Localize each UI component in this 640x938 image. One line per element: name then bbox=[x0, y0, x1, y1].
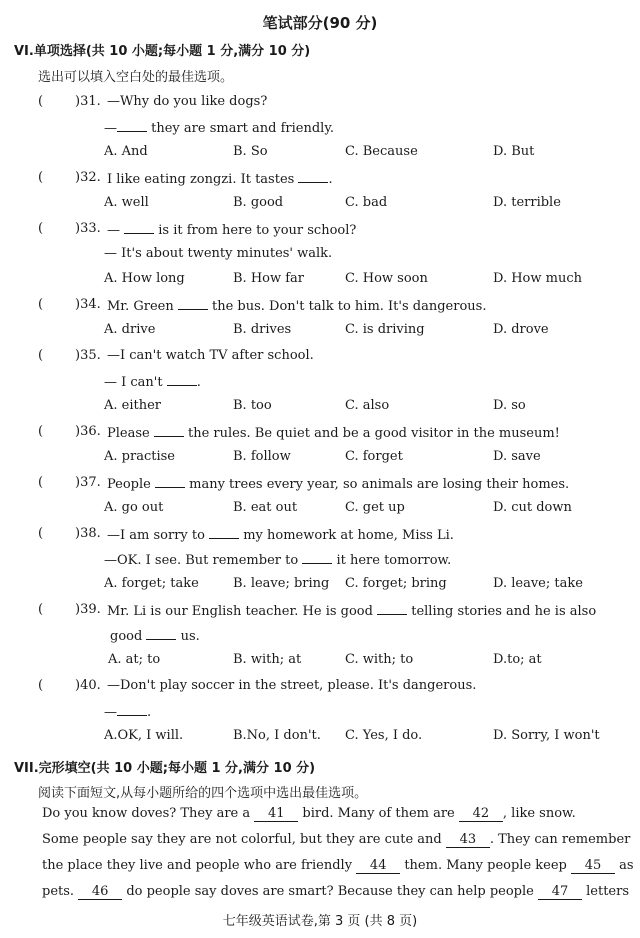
option-b[interactable]: B. How far bbox=[233, 271, 305, 286]
question-number: )34. bbox=[75, 297, 101, 312]
option-a[interactable]: A. either bbox=[104, 398, 162, 413]
option-a[interactable]: A. How long bbox=[104, 271, 185, 286]
page-title: 笔试部分(90 分) bbox=[262, 14, 378, 32]
section7-heading: VII.完形填空(共 10 小题;每小题 1 分,满分 10 分) bbox=[14, 761, 316, 776]
question-number: )36. bbox=[75, 424, 101, 439]
question-text: — . bbox=[104, 705, 152, 720]
question-text: —I am sorry to my homework at home, Miss Li. bbox=[107, 528, 454, 543]
question-number: )33. bbox=[75, 221, 101, 236]
question-text: — is it from here to your school? bbox=[107, 223, 357, 238]
option-a[interactable]: A. And bbox=[104, 144, 148, 159]
answer-blank bbox=[178, 297, 208, 310]
option-a[interactable]: A.OK, I will. bbox=[104, 728, 184, 743]
option-d[interactable]: D. Sorry, I won't bbox=[493, 728, 600, 743]
question-text: Mr. Li is our English teacher. He is good telling stories and he is also bbox=[107, 604, 597, 619]
section7-instruction: 阅读下面短文,从每小题所给的四个选项中选出最佳选项。 bbox=[38, 786, 368, 801]
answer-paren: ( bbox=[38, 94, 44, 109]
cloze-line: pets. 46 do people say doves are smart? Because they can help people 47 letters bbox=[42, 884, 630, 899]
cloze-blank-47: 47 bbox=[538, 884, 582, 900]
option-d[interactable]: D. terrible bbox=[493, 195, 561, 210]
option-d[interactable]: D.to; at bbox=[493, 652, 542, 667]
question-text: —OK. I see. But remember to it here tomorrow. bbox=[104, 553, 452, 568]
option-c[interactable]: C. How soon bbox=[345, 271, 428, 286]
option-b[interactable]: B. too bbox=[233, 398, 272, 413]
option-c[interactable]: C. Yes, I do. bbox=[345, 728, 423, 743]
option-a[interactable]: A. go out bbox=[104, 500, 164, 515]
option-c[interactable]: C. is driving bbox=[345, 322, 425, 337]
answer-blank bbox=[146, 627, 176, 640]
question-text: Mr. Green the bus. Don't talk to him. It's dangerous. bbox=[107, 299, 487, 314]
answer-paren: ( bbox=[38, 526, 44, 541]
cloze-blank-42: 42 bbox=[459, 806, 503, 822]
cloze-blank-46: 46 bbox=[78, 884, 122, 900]
answer-blank bbox=[117, 119, 147, 132]
answer-blank bbox=[209, 526, 239, 539]
option-b[interactable]: B. good bbox=[233, 195, 284, 210]
option-c[interactable]: C. also bbox=[345, 398, 390, 413]
cloze-line: the place they live and people who are friendly 44 them. Many people keep 45 as bbox=[42, 858, 634, 873]
question-number: )32. bbox=[75, 170, 101, 185]
cloze-blank-45: 45 bbox=[571, 858, 615, 874]
answer-blank bbox=[167, 373, 197, 386]
cloze-blank-43: 43 bbox=[446, 832, 490, 848]
option-a[interactable]: A. drive bbox=[104, 322, 156, 337]
option-b[interactable]: B. with; at bbox=[233, 652, 302, 667]
option-d[interactable]: D. But bbox=[493, 144, 535, 159]
answer-blank bbox=[298, 170, 328, 183]
answer-paren: ( bbox=[38, 348, 44, 363]
option-a[interactable]: A. forget; take bbox=[104, 576, 199, 591]
cloze-blank-41: 41 bbox=[254, 806, 298, 822]
answer-paren: ( bbox=[38, 475, 44, 490]
page-footer: 七年级英语试卷,第 3 页 (共 8 页) bbox=[222, 914, 418, 929]
answer-paren: ( bbox=[38, 424, 44, 439]
cloze-line: Do you know doves? They are a 41 bird. Many of them are 42 , like snow. bbox=[42, 806, 576, 821]
option-b[interactable]: B. eat out bbox=[233, 500, 298, 515]
option-b[interactable]: B.No, I don't. bbox=[233, 728, 321, 743]
question-number: )35. bbox=[75, 348, 101, 363]
option-d[interactable]: D. so bbox=[493, 398, 526, 413]
option-d[interactable]: D. drove bbox=[493, 322, 549, 337]
question-text: good us. bbox=[110, 629, 200, 644]
answer-blank bbox=[117, 703, 147, 716]
cloze-line: Some people say they are not colorful, but they are cute and 43 . They can remember bbox=[42, 832, 631, 847]
section6-heading: VI.单项选择(共 10 小题;每小题 1 分,满分 10 分) bbox=[14, 44, 311, 59]
section6-instruction: 选出可以填入空白处的最佳选项。 bbox=[38, 70, 234, 85]
option-c[interactable]: C. bad bbox=[345, 195, 388, 210]
option-b[interactable]: B. drives bbox=[233, 322, 292, 337]
answer-paren: ( bbox=[38, 170, 44, 185]
question-text: —Don't play soccer in the street, please. It's dangerous. bbox=[107, 678, 477, 693]
option-a[interactable]: A. at; to bbox=[108, 652, 161, 667]
question-text: — It's about twenty minutes' walk. bbox=[104, 246, 333, 261]
option-b[interactable]: B. follow bbox=[233, 449, 291, 464]
answer-blank bbox=[302, 551, 332, 564]
option-c[interactable]: C. Because bbox=[345, 144, 418, 159]
option-a[interactable]: A. well bbox=[104, 195, 149, 210]
answer-paren: ( bbox=[38, 602, 44, 617]
answer-paren: ( bbox=[38, 221, 44, 236]
question-number: )39. bbox=[75, 602, 101, 617]
answer-blank bbox=[155, 475, 185, 488]
question-text: — I can't . bbox=[104, 375, 201, 390]
option-c[interactable]: C. forget bbox=[345, 449, 403, 464]
answer-blank bbox=[124, 221, 154, 234]
cloze-blank-44: 44 bbox=[356, 858, 400, 874]
question-text: — they are smart and friendly. bbox=[104, 121, 335, 136]
option-d[interactable]: D. save bbox=[493, 449, 541, 464]
question-number: )37. bbox=[75, 475, 101, 490]
question-text: —I can't watch TV after school. bbox=[107, 348, 314, 363]
option-c[interactable]: C. get up bbox=[345, 500, 405, 515]
option-c[interactable]: C. with; to bbox=[345, 652, 414, 667]
answer-paren: ( bbox=[38, 678, 44, 693]
option-b[interactable]: B. So bbox=[233, 144, 268, 159]
question-number: )31. bbox=[75, 94, 101, 109]
option-d[interactable]: D. cut down bbox=[493, 500, 572, 515]
answer-blank bbox=[154, 424, 184, 437]
option-b[interactable]: B. leave; bring bbox=[233, 576, 330, 591]
question-text: —Why do you like dogs? bbox=[107, 94, 268, 109]
question-text: People many trees every year, so animals are losing their homes. bbox=[107, 477, 570, 492]
option-a[interactable]: A. practise bbox=[104, 449, 175, 464]
option-d[interactable]: D. leave; take bbox=[493, 576, 583, 591]
answer-paren: ( bbox=[38, 297, 44, 312]
question-text: I like eating zongzi. It tastes . bbox=[107, 172, 333, 187]
answer-blank bbox=[377, 602, 407, 615]
option-c[interactable]: C. forget; bring bbox=[345, 576, 447, 591]
question-text: Please the rules. Be quiet and be a good visitor in the museum! bbox=[107, 426, 560, 441]
question-number: )40. bbox=[75, 678, 101, 693]
option-d[interactable]: D. How much bbox=[493, 271, 583, 286]
question-number: )38. bbox=[75, 526, 101, 541]
